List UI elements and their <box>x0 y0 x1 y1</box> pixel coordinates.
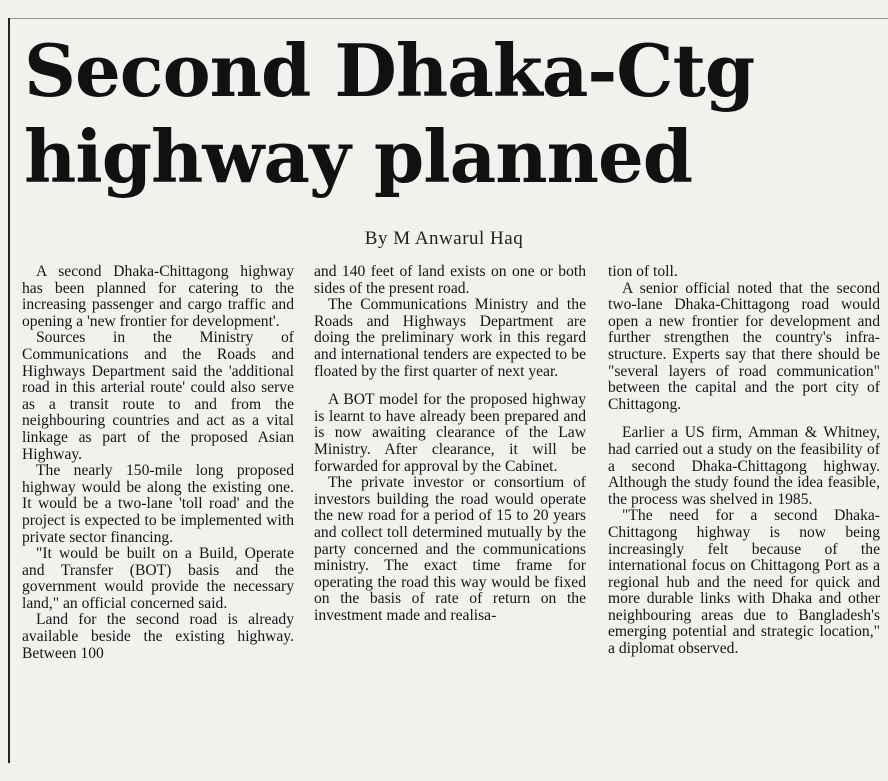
byline: By M Anwarul Haq <box>364 228 524 249</box>
paragraph: The private investor or consortium of investors building the road would operate the new road for a period of 15 to 20 years and collect toll determined mutually by the party concerned and the communications ministry. The exact time frame for operating the road this way would be fixed on the basis of rate of return on the investment made and realisa- <box>314 474 586 624</box>
paragraph: A BOT model for the proposed highway is learnt to have already been prepared and is now awaiting clearance of the Law Ministry. After clearance, it will be forwarded for approval by the Cabinet. <box>314 391 586 475</box>
headline-line-1: Second Dhaka-Ctg <box>24 28 755 113</box>
headline <box>24 28 884 200</box>
paragraph: and 140 feet of land exists on one or both sides of the present road. <box>314 263 586 297</box>
left-column-rule <box>8 18 10 763</box>
paragraph: tion of toll. <box>608 263 678 280</box>
paragraph: A second Dhaka-Chittagong highway has been planned for catering to the increasing passenger and cargo traffic and opening a 'new frontier for development'. <box>22 263 294 330</box>
paragraph: The nearly 150-mile long proposed highway would be along the existing one. It would be a two-lane 'toll road' and the project is expected to be implemented with private sector financing. <box>22 462 294 546</box>
paragraph: "It would be built on a Build, Operate and Transfer (BOT) basis and the government would provide the necessary land," an official concerned said. <box>22 545 294 612</box>
paragraph: A senior official noted that the second two-lane Dhaka-Chittagong road would open a new frontier for development and further strengthen the country's infra-structure. Experts say that there should be "several layers of road communication" between the capital and the port city of Chittagong. <box>608 279 880 413</box>
top-rule <box>8 18 888 19</box>
headline-line-2: highway planned <box>24 114 693 199</box>
paragraph: The Communications Ministry and the Roads and Highways Department are doing the preliminary work in this regard and international tenders are expected to be floated by the first quarter of next year. <box>314 296 586 380</box>
paragraph: "The need for a second Dhaka-Chittagong highway is now being increasingly felt because of the international focus on Chittagong Port as a regional hub and the need for quick and more durable links with Dhaka and other neighbouring areas due to Bangladesh's emerging potential and strategic location," a diplomat observed. <box>608 507 880 658</box>
paragraph: Sources in the Ministry of Communications and the Roads and Highways Department said the 'additional road in this arterial route' could also serve as a transit route to and from the neighbouring countries and act as a vital linkage as part of the proposed Asian Highway. <box>22 329 294 463</box>
paragraph: Earlier a US firm, Amman & Whitney, had carried out a study on the feasibility of a second Dhaka-Chittagong highway. Although the study found the idea feasible, the process was shelved in 1985. <box>608 424 880 508</box>
article-column-1 <box>22 264 294 662</box>
article-column-3 <box>608 264 880 658</box>
paragraph: Land for the second road is already available beside the existing highway. Between 100 <box>22 611 294 662</box>
article-column-2 <box>314 264 586 624</box>
